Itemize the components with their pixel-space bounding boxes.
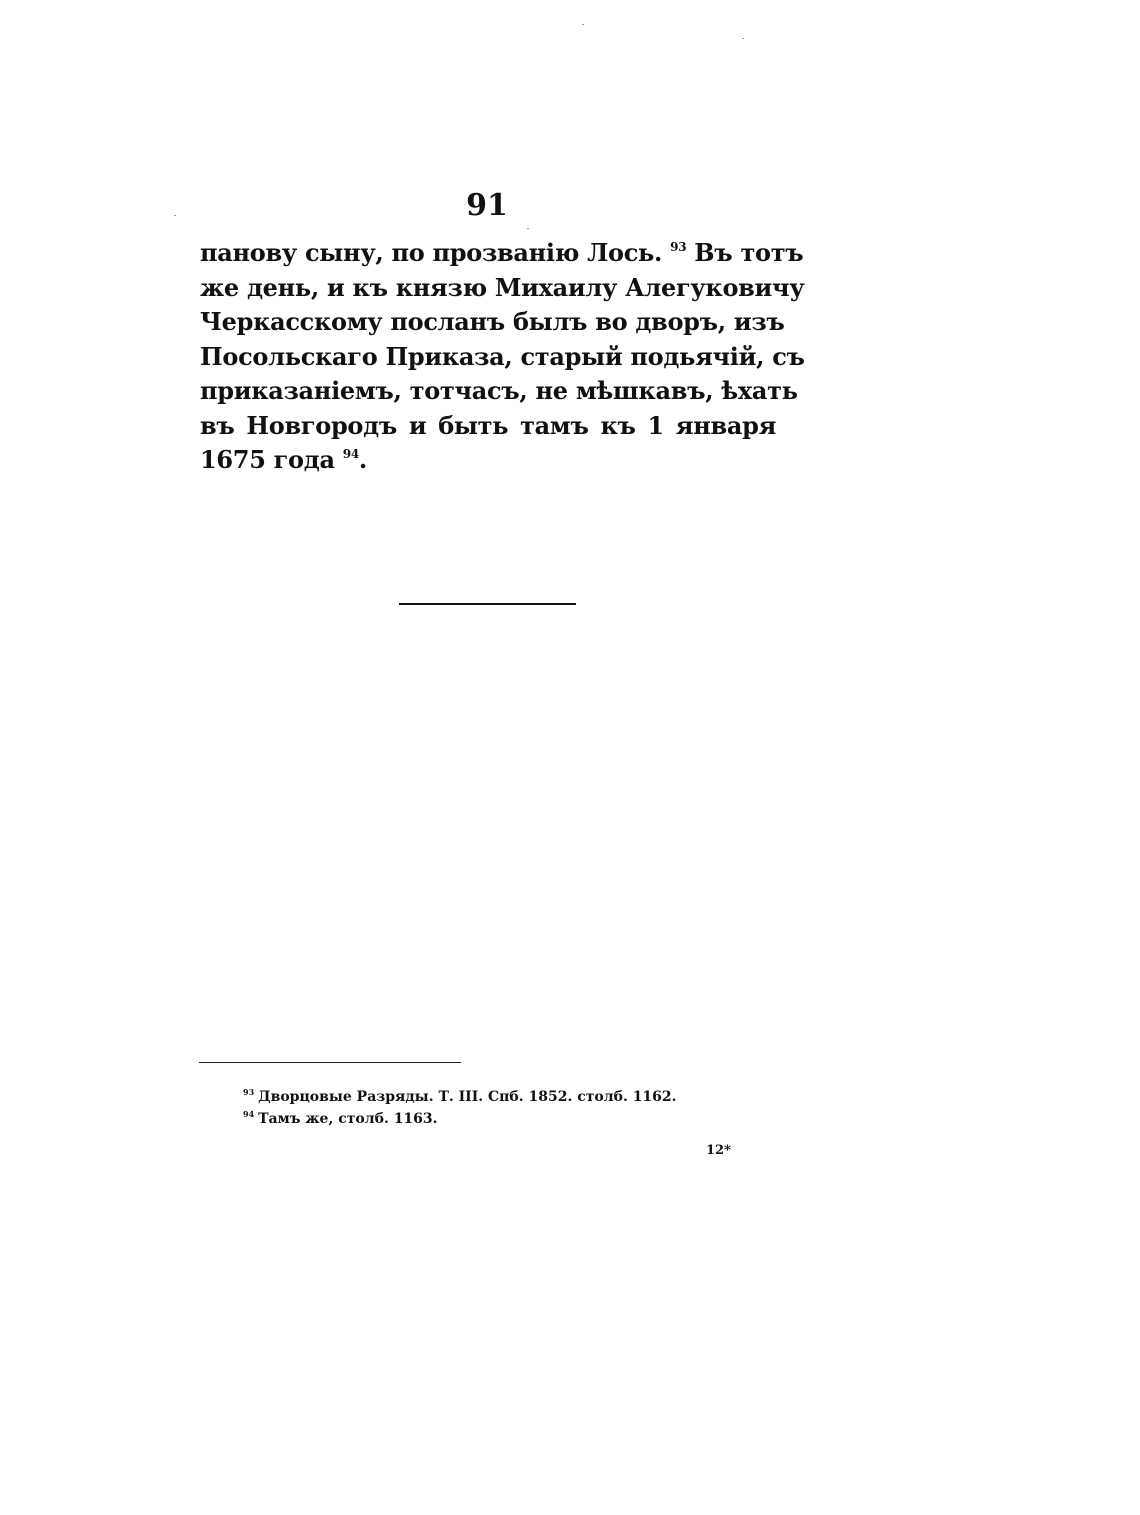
footnote [243, 1108, 763, 1130]
page-number: 91 [466, 188, 508, 223]
text-line: Посольскаго Приказа, старый подьячій, съ [200, 341, 805, 371]
section-end-rule [399, 603, 576, 605]
signature-mark: 12* [706, 1143, 731, 1158]
footnotes [243, 1086, 763, 1130]
footnote-separator [199, 1062, 461, 1063]
footnote-text: Тамъ же, столб. 1163. [258, 1111, 438, 1127]
footnote-text: Дворцовые Разряды. Т. III. Спб. 1852. столб. 1162. [258, 1089, 677, 1105]
scan-speck [527, 228, 529, 229]
footnote-reference: 94 [342, 447, 359, 461]
text-line: Черкасскому посланъ былъ во дворъ, изъ [200, 307, 785, 336]
body-text [200, 236, 805, 478]
scan-speck [174, 215, 176, 216]
scan-speck [582, 24, 584, 25]
text-line: же день, и къ князю Михаилу Алегуковичу [200, 272, 805, 302]
text-line-content: 1675 года [200, 445, 335, 474]
footnote [243, 1086, 763, 1108]
text-line: въ Новгородъ и быть тамъ къ 1 января [200, 410, 776, 440]
text-line [200, 236, 804, 271]
text-line-content: панову сыну, по прозванію Лось. [200, 238, 663, 267]
text-line-tail: . [358, 445, 367, 474]
text-line-tail: Въ тотъ [686, 238, 804, 267]
footnote-reference: 93 [670, 240, 687, 254]
text-line: приказаніемъ, тотчасъ, не мѣшкавъ, ѣхать [200, 376, 798, 405]
footnote-mark: 93 [243, 1087, 255, 1097]
footnote-mark: 94 [243, 1109, 255, 1119]
text-line [200, 443, 776, 478]
scan-speck [742, 38, 744, 39]
